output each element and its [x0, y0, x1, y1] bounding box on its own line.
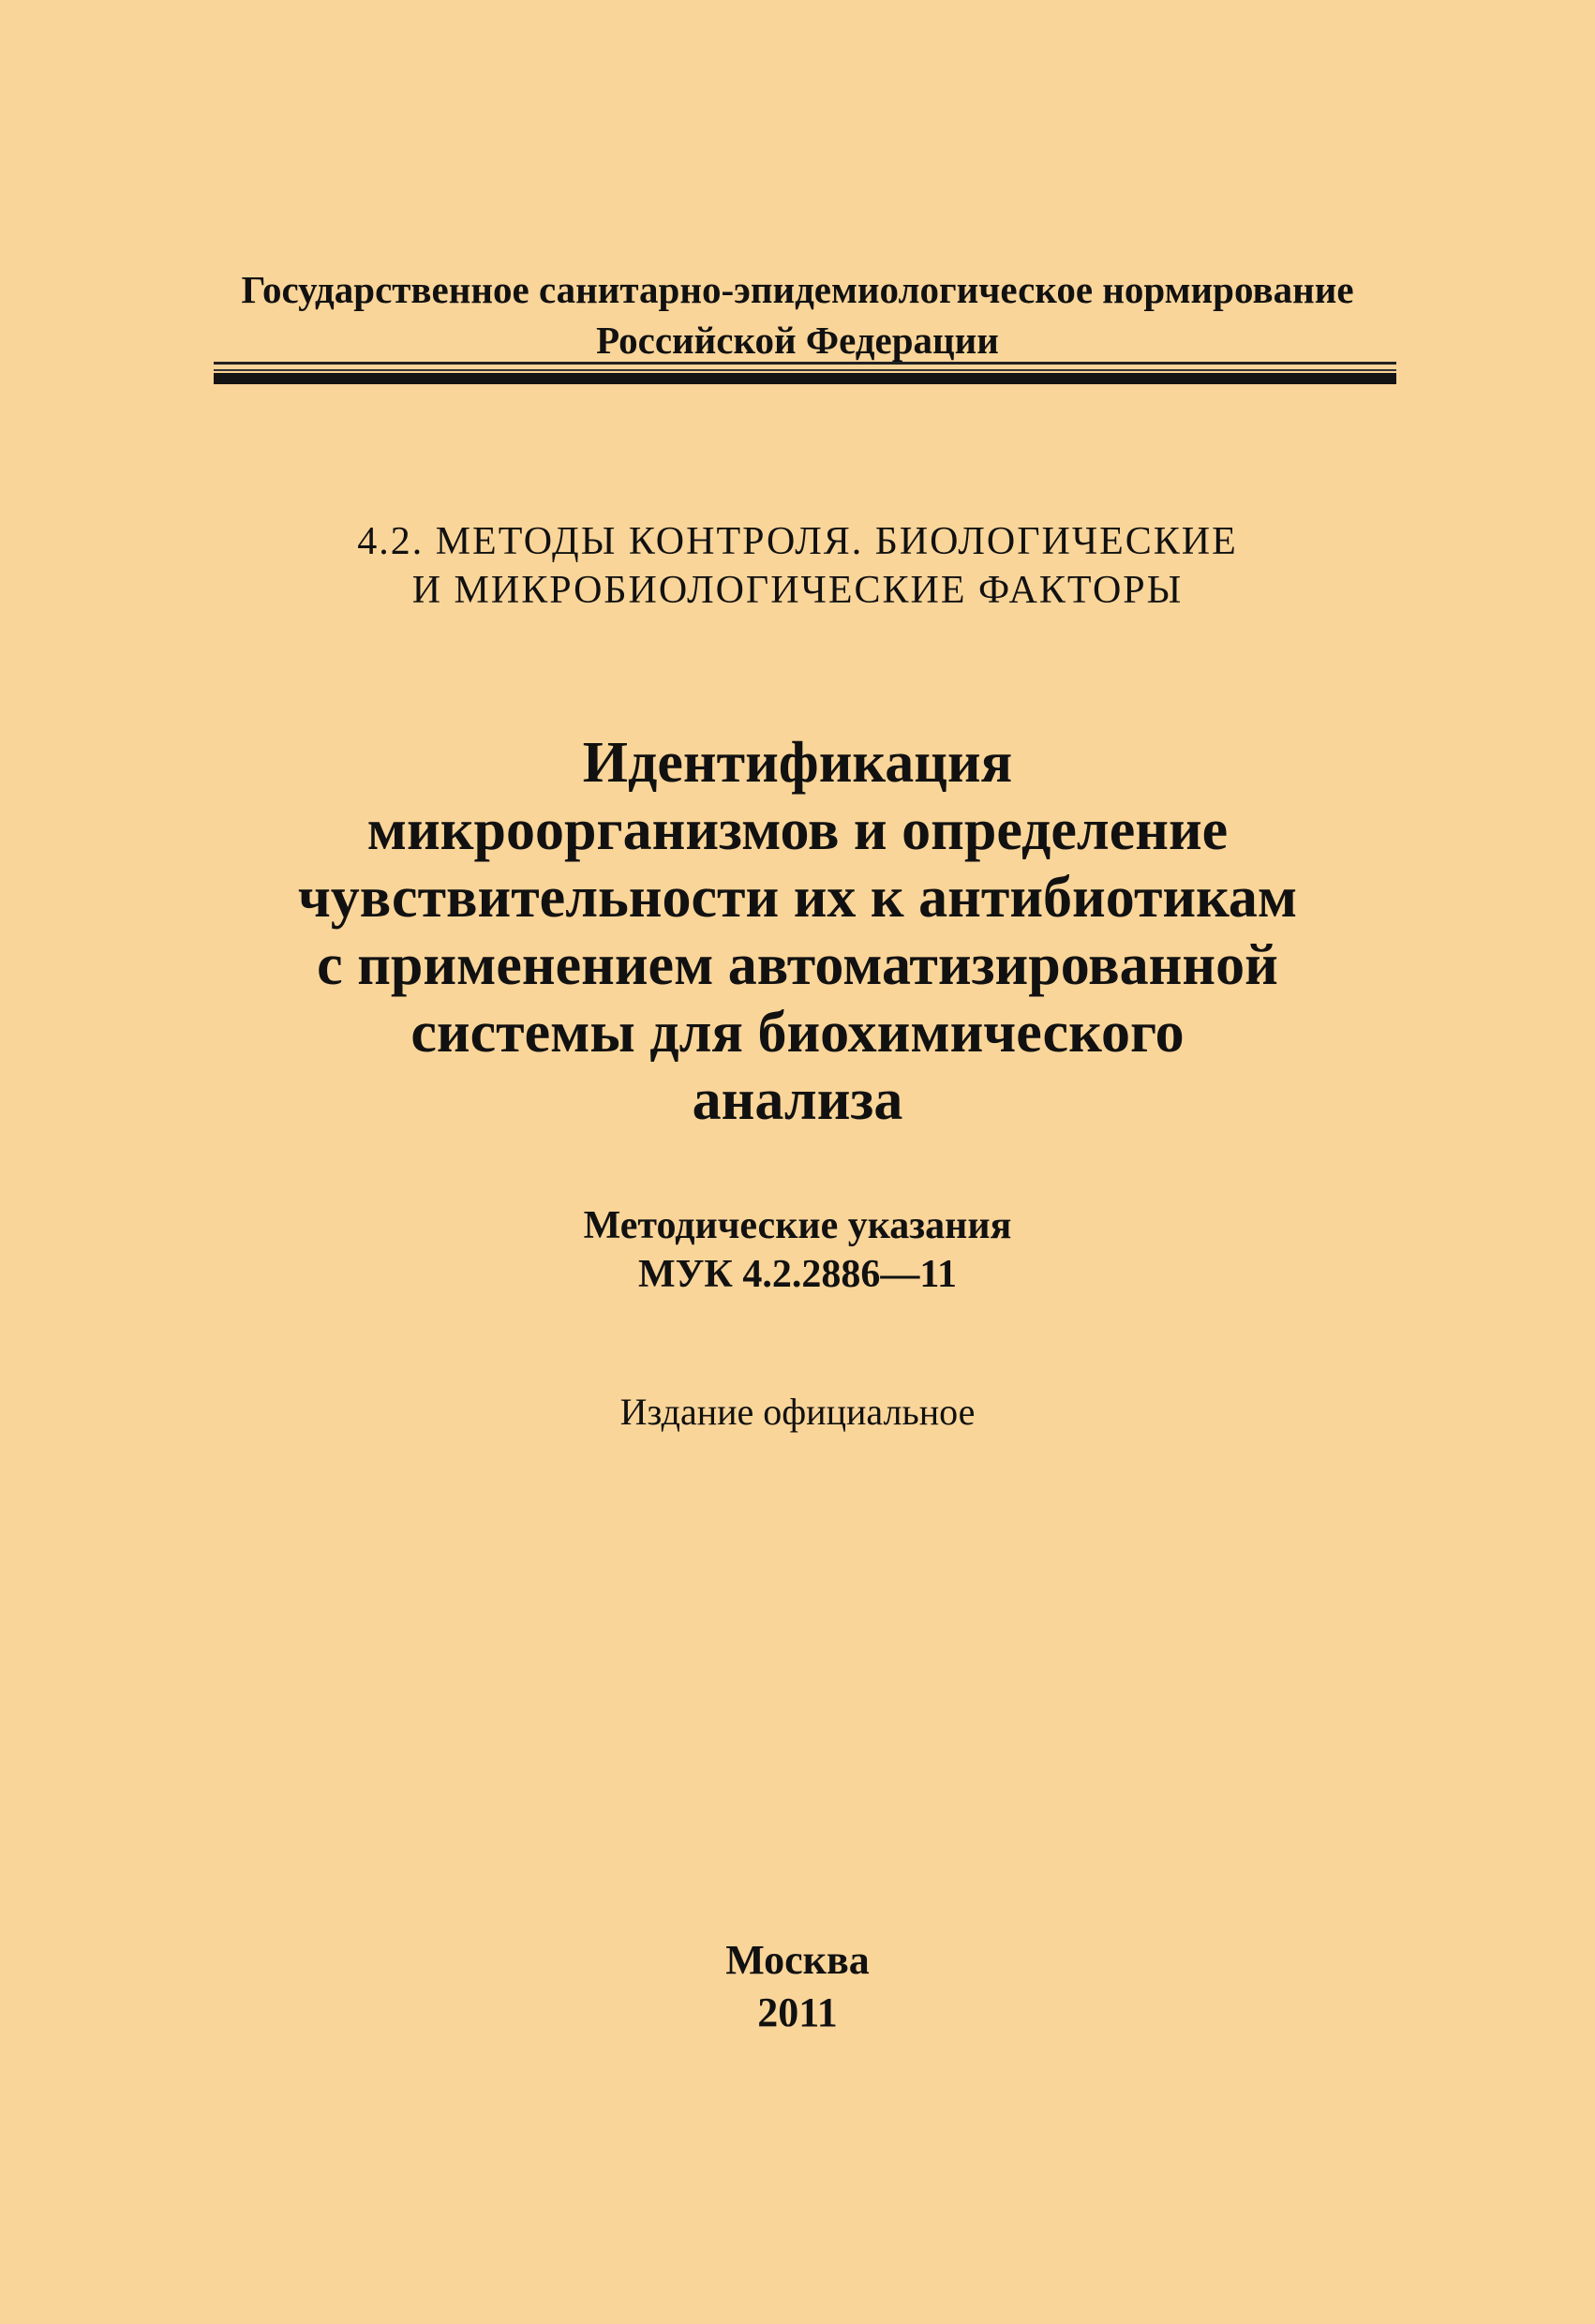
title-line-2: микроорганизмов и определение [366, 798, 1229, 862]
edition-note: Издание официальное [619, 1391, 976, 1433]
issuer-line-2: Российской Федерации [596, 319, 999, 362]
header-rule-thick [214, 373, 1396, 384]
series-heading [0, 517, 1595, 615]
header-rule-thin-second [214, 369, 1396, 371]
issuer-header [0, 264, 1595, 365]
imprint-year: 2011 [757, 1989, 838, 2035]
title-line-5: системы для биохимического [410, 1001, 1185, 1065]
series-line-2: И МИКРОБИОЛОГИЧЕСКИЕ ФАКТОРЫ [411, 569, 1184, 612]
title-line-3: чувствительности их к антибиотикам [297, 866, 1298, 930]
imprint [0, 1934, 1595, 2039]
imprint-city: Москва [725, 1937, 870, 1983]
document-type-label: Методические указания [583, 1204, 1012, 1247]
series-line-1: 4.2. МЕТОДЫ КОНТРОЛЯ. БИОЛОГИЧЕСКИЕ [357, 520, 1238, 563]
document-type [0, 1201, 1595, 1299]
title-line-1: Идентификация [582, 731, 1013, 795]
issuer-line-1: Государственное санитарно-эпидемиологическое нормирование [241, 268, 1354, 311]
title-line-6: анализа [692, 1068, 903, 1132]
document-title [0, 729, 1595, 1134]
header-rule-thin [214, 362, 1396, 365]
document-code: МУК 4.2.2886—11 [637, 1253, 958, 1296]
title-line-4: с применением автоматизированной [317, 933, 1278, 997]
